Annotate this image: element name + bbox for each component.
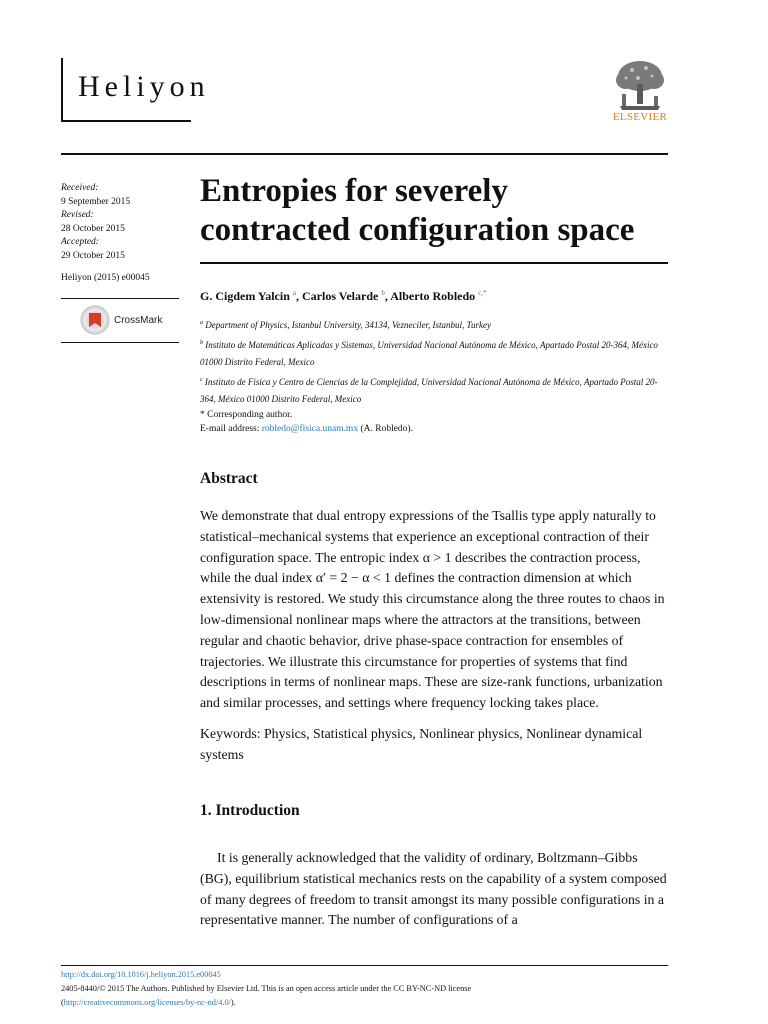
journal-name: Heliyon: [78, 70, 210, 103]
doi-link[interactable]: http://dx.doi.org/10.1016/j.heliyon.2015.e00045: [61, 970, 221, 979]
article-history: [61, 182, 176, 285]
license-paren-close: ).: [230, 998, 236, 1007]
journal-citation: Heliyon (2015) e00045: [61, 272, 150, 283]
title-line-2: contracted configuration space: [200, 212, 635, 248]
crossmark-button[interactable]: [80, 305, 162, 335]
corresponding-note: * Corresponding author.: [200, 410, 293, 420]
affiliation-text: Instituto de Matemáticas Aplicadas y Sistemas, Universidad Nacional Autónoma de México, Apartado Postal 20-364, México 01000 Distrito Federal, Mexico: [200, 339, 658, 367]
author-name: G. Cigdem Yalcin: [200, 289, 290, 303]
footer-divider: [61, 965, 668, 966]
article-title: [200, 172, 670, 250]
meta-divider-bottom: [61, 342, 179, 343]
author-name: Alberto Robledo: [390, 289, 476, 303]
email-label: E-mail address:: [200, 424, 262, 434]
keywords: Keywords: Physics, Statistical physics, Nonlinear physics, Nonlinear dynamical systems: [200, 726, 643, 762]
abstract-heading: Abstract: [200, 470, 258, 487]
introduction-paragraph: It is generally acknowledged that the validity of ordinary, Boltzmann–Gibbs (BG), equilibrium statistical mechanics rests on the capability of a system composed of many degrees of freedom to transit amongst its many possible configurations in a representative manner. The number of configurations of a: [200, 850, 667, 928]
title-line-1: Entropies for severely: [200, 173, 508, 209]
affiliation-marker: a: [200, 320, 203, 326]
email-link[interactable]: robledo@fisica.unam.mx: [261, 424, 359, 434]
affiliation-item: [200, 315, 670, 335]
section-heading-introduction: 1. Introduction: [200, 802, 300, 819]
abstract-body: We demonstrate that dual entropy expressions of the Tsallis type apply naturally to statistical–mechanical systems that experience an exceptional contraction of their configuration space. The entropic index α > 1 describes the contraction process, while the dual index α′ = 2 − α < 1 defines the contraction dimension at which extensivity is restored. We study this circumstance along the three routes to chaos in low-dimensional nonlinear maps where the attractors at the transitions, between regular and chaotic behavior, drive phase-space contraction for ensembles of trajectories. We illustrate this circumstance for properties of systems that find descriptions in terms of nonlinear maps. These are size-rank functions, urbanization and similar processes, and settings where frequency locking takes place.: [200, 508, 665, 711]
revised-label: Revised:: [61, 210, 94, 221]
license-paren-open: (: [61, 998, 64, 1007]
copyright-notice: 2405-8440/© 2015 The Authors. Published by Elsevier Ltd. This is an open access article under the CC BY-NC-ND license: [61, 984, 472, 993]
revised-date: 28 October 2015: [61, 223, 125, 234]
license-line: [61, 996, 668, 1010]
crossmark-icon: [80, 305, 110, 335]
corresponding-author: [200, 408, 670, 436]
affiliation-list: [200, 315, 670, 409]
accepted-date: 29 October 2015: [61, 250, 125, 261]
email-suffix: (A. Robledo).: [358, 424, 413, 434]
author-name: Carlos Velarde: [302, 289, 379, 303]
received-label: Received:: [61, 183, 99, 193]
author-list: G. Cigdem Yalcin $^a$, Carlos Velarde $^b$, Alberto Robledo $^{c,*}$: [200, 289, 487, 303]
publisher-name: ELSEVIER: [612, 111, 668, 123]
affiliation-marker: c: [200, 376, 203, 383]
accepted-label: Accepted:: [61, 237, 99, 248]
received-date: 9 September 2015: [61, 196, 131, 207]
author-affiliation-link[interactable]: a: [292, 289, 296, 297]
email-line: [200, 422, 670, 436]
license-link[interactable]: http://creativecommons.org/licenses/by-nc-nd/4.0/: [63, 998, 231, 1007]
header-divider: [61, 153, 668, 155]
page-footer: [61, 968, 668, 1010]
author-affiliation-link[interactable]: b: [381, 289, 385, 297]
meta-divider-top: [61, 298, 179, 299]
affiliation-marker: b: [200, 339, 203, 346]
affiliation-item: [200, 372, 670, 409]
crossmark-label: CrossMark: [114, 314, 163, 326]
title-divider: [200, 262, 668, 264]
affiliation-text: Instituto de Física y Centro de Ciencias de la Complejidad, Universidad Nacional Autónoma de México, Apartado Postal 20-364, México 01000 Distrito Federal, Mexico: [200, 376, 658, 404]
author-affiliation-link[interactable]: c,*: [478, 289, 487, 297]
affiliation-text: Department of Physics, Istanbul University, 34134, Vezneciler, Istanbul, Turkey: [205, 320, 491, 330]
affiliation-item: [200, 335, 670, 372]
